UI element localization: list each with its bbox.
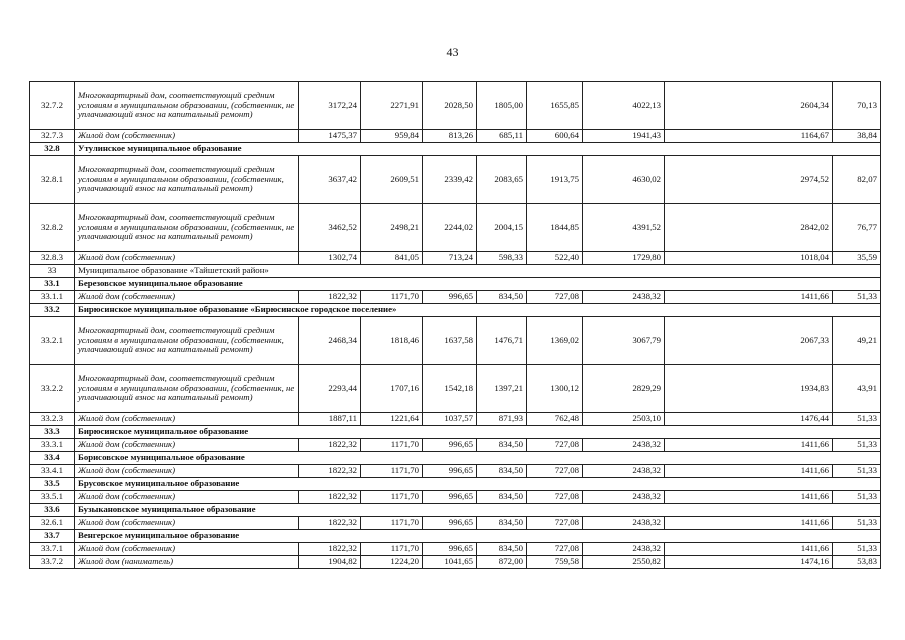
value-cell: 2468,34 [299,317,361,365]
section-title: Бирюсинское муниципальное образование [75,426,881,439]
value-cell: 1822,32 [299,291,361,304]
row-description: Жилой дом (собственник) [75,291,299,304]
section-header-row [30,278,881,291]
value-cell: 834,50 [477,439,527,452]
value-cell: 2339,42 [423,156,477,204]
value-cell: 1822,32 [299,491,361,504]
value-cell: 1913,75 [527,156,583,204]
row-description: Многоквартирный дом, соответствующий средним условиям в муниципальном образовании, (собственник, уплачивающий взнос на капитальный ремонт) [75,317,299,365]
value-cell: 727,08 [527,543,583,556]
value-cell: 2438,32 [583,291,665,304]
table-row [30,556,881,569]
value-cell: 2438,32 [583,439,665,452]
section-title: Брусовское муниципальное образование [75,478,881,491]
value-cell: 2244,02 [423,204,477,252]
value-cell: 38,84 [833,130,881,143]
row-code: 33.3.1 [30,439,75,452]
value-cell: 1411,66 [665,465,833,478]
value-cell: 2271,91 [361,82,423,130]
value-cell: 996,65 [423,491,477,504]
row-code: 32.8.3 [30,252,75,265]
section-code: 33.1 [30,278,75,291]
value-cell: 35,59 [833,252,881,265]
value-cell: 4022,13 [583,82,665,130]
value-cell: 1171,70 [361,517,423,530]
value-cell: 51,33 [833,491,881,504]
section-code: 33.2 [30,304,75,317]
value-cell: 2498,21 [361,204,423,252]
section-code: 33 [30,265,75,278]
value-cell: 834,50 [477,517,527,530]
value-cell: 3462,52 [299,204,361,252]
table-row [30,130,881,143]
row-description: Жилой дом (собственник) [75,491,299,504]
value-cell: 1164,67 [665,130,833,143]
value-cell: 4630,02 [583,156,665,204]
value-cell: 1397,21 [477,365,527,413]
value-cell: 1300,12 [527,365,583,413]
section-title: Бузыкановское муниципальное образование [75,504,881,517]
row-code: 33.2.2 [30,365,75,413]
row-description: Многоквартирный дом, соответствующий средним условиям в муниципальном образовании, (собственник, уплачивающий взнос на капитальный ремонт) [75,156,299,204]
table-row [30,413,881,426]
row-code: 32.6.1 [30,517,75,530]
value-cell: 813,26 [423,130,477,143]
row-description: Жилой дом (собственник) [75,543,299,556]
value-cell: 2829,29 [583,365,665,413]
section-title: Березовское муниципальное образование [75,278,881,291]
value-cell: 727,08 [527,291,583,304]
value-cell: 1729,80 [583,252,665,265]
value-cell: 2438,32 [583,517,665,530]
section-code: 33.3 [30,426,75,439]
section-header-row [30,426,881,439]
value-cell: 598,33 [477,252,527,265]
value-cell: 1475,37 [299,130,361,143]
table-row [30,365,881,413]
table-row [30,439,881,452]
section-title: Муниципальное образование «Тайшетский район» [75,265,881,278]
value-cell: 871,93 [477,413,527,426]
row-description: Жилой дом (собственник) [75,252,299,265]
value-cell: 76,77 [833,204,881,252]
table-body [30,82,881,569]
value-cell: 996,65 [423,439,477,452]
value-cell: 1542,18 [423,365,477,413]
value-cell: 1941,43 [583,130,665,143]
value-cell: 996,65 [423,517,477,530]
value-cell: 1887,11 [299,413,361,426]
value-cell: 82,07 [833,156,881,204]
value-cell: 51,33 [833,439,881,452]
row-code: 33.4.1 [30,465,75,478]
table-row [30,82,881,130]
section-code: 33.6 [30,504,75,517]
value-cell: 841,05 [361,252,423,265]
value-cell: 2067,33 [665,317,833,365]
table-row [30,543,881,556]
row-code: 33.7.1 [30,543,75,556]
value-cell: 1037,57 [423,413,477,426]
section-header-row [30,143,881,156]
value-cell: 2028,50 [423,82,477,130]
value-cell: 53,83 [833,556,881,569]
value-cell: 2004,15 [477,204,527,252]
value-cell: 1171,70 [361,491,423,504]
table-row [30,517,881,530]
value-cell: 4391,52 [583,204,665,252]
row-description: Жилой дом (собственник) [75,517,299,530]
page-number: 43 [446,45,459,59]
value-cell: 1637,58 [423,317,477,365]
value-cell: 1822,32 [299,439,361,452]
section-header-row [30,304,881,317]
value-cell: 1476,44 [665,413,833,426]
value-cell: 1369,02 [527,317,583,365]
value-cell: 2974,52 [665,156,833,204]
value-cell: 51,33 [833,291,881,304]
table-row [30,156,881,204]
section-header-row [30,452,881,465]
table-row [30,252,881,265]
row-description: Многоквартирный дом, соответствующий средним условиям в муниципальном образовании, (собственник, не уплачивающий взнос на капитальный ремонт) [75,82,299,130]
value-cell: 3637,42 [299,156,361,204]
value-cell: 51,33 [833,517,881,530]
value-cell: 1822,32 [299,543,361,556]
value-cell: 834,50 [477,465,527,478]
value-cell: 834,50 [477,491,527,504]
row-description: Многоквартирный дом, соответствующий средним условиям в муниципальном образовании, (собственник, не уплачивающий взнос на капитальный ремонт) [75,365,299,413]
value-cell: 1171,70 [361,543,423,556]
value-cell: 2503,10 [583,413,665,426]
value-cell: 1224,20 [361,556,423,569]
table-row [30,465,881,478]
section-title: Борисовское муниципальное образование [75,452,881,465]
value-cell: 834,50 [477,543,527,556]
section-header-row [30,530,881,543]
value-cell: 727,08 [527,439,583,452]
row-description: Жилой дом (собственник) [75,439,299,452]
value-cell: 2438,32 [583,543,665,556]
value-cell: 1171,70 [361,439,423,452]
table-row [30,317,881,365]
value-cell: 959,84 [361,130,423,143]
value-cell: 3067,79 [583,317,665,365]
value-cell: 1221,64 [361,413,423,426]
value-cell: 51,33 [833,413,881,426]
row-code: 32.7.3 [30,130,75,143]
value-cell: 2438,32 [583,491,665,504]
value-cell: 1655,85 [527,82,583,130]
section-title: Утулинское муниципальное образование [75,143,881,156]
row-code: 33.7.2 [30,556,75,569]
section-header-row [30,478,881,491]
row-code: 32.8.1 [30,156,75,204]
row-code: 33.1.1 [30,291,75,304]
section-title: Бирюсинское муниципальное образование «Бирюсинское городское поселение» [75,304,881,317]
table-row [30,291,881,304]
value-cell: 1805,00 [477,82,527,130]
section-code: 33.4 [30,452,75,465]
value-cell: 49,21 [833,317,881,365]
row-description: Многоквартирный дом, соответствующий средним условиям в муниципальном образовании, (собственник, не уплачивающий взнос на капитальный ремонт) [75,204,299,252]
region-header-row [30,265,881,278]
section-title: Венгерское муниципальное образование [75,530,881,543]
value-cell: 2550,82 [583,556,665,569]
row-description: Жилой дом (наниматель) [75,556,299,569]
row-description: Жилой дом (собственник) [75,413,299,426]
row-description: Жилой дом (собственник) [75,465,299,478]
value-cell: 1474,16 [665,556,833,569]
value-cell: 1822,32 [299,517,361,530]
value-cell: 1934,83 [665,365,833,413]
row-description: Жилой дом (собственник) [75,130,299,143]
value-cell: 1844,85 [527,204,583,252]
value-cell: 1476,71 [477,317,527,365]
value-cell: 2609,51 [361,156,423,204]
value-cell: 70,13 [833,82,881,130]
value-cell: 727,08 [527,465,583,478]
row-code: 33.2.1 [30,317,75,365]
value-cell: 1411,66 [665,517,833,530]
value-cell: 2438,32 [583,465,665,478]
value-cell: 51,33 [833,543,881,556]
value-cell: 600,64 [527,130,583,143]
row-code: 32.8.2 [30,204,75,252]
row-code: 32.7.2 [30,82,75,130]
value-cell: 1904,82 [299,556,361,569]
row-code: 33.2.3 [30,413,75,426]
value-cell: 1707,16 [361,365,423,413]
value-cell: 759,58 [527,556,583,569]
table-row [30,491,881,504]
value-cell: 3172,24 [299,82,361,130]
value-cell: 1818,46 [361,317,423,365]
value-cell: 1171,70 [361,291,423,304]
value-cell: 834,50 [477,291,527,304]
value-cell: 2604,34 [665,82,833,130]
value-cell: 51,33 [833,465,881,478]
section-code: 33.5 [30,478,75,491]
value-cell: 2293,44 [299,365,361,413]
value-cell: 1018,04 [665,252,833,265]
value-cell: 685,11 [477,130,527,143]
value-cell: 762,48 [527,413,583,426]
value-cell: 2083,65 [477,156,527,204]
value-cell: 1411,66 [665,439,833,452]
value-cell: 996,65 [423,543,477,556]
value-cell: 996,65 [423,291,477,304]
value-cell: 727,08 [527,491,583,504]
table-row [30,204,881,252]
value-cell: 43,91 [833,365,881,413]
section-code: 32.8 [30,143,75,156]
value-cell: 2842,02 [665,204,833,252]
value-cell: 727,08 [527,517,583,530]
value-cell: 713,24 [423,252,477,265]
section-header-row [30,504,881,517]
section-code: 33.7 [30,530,75,543]
value-cell: 1302,74 [299,252,361,265]
value-cell: 1411,66 [665,491,833,504]
value-cell: 1041,65 [423,556,477,569]
value-cell: 522,40 [527,252,583,265]
value-cell: 1411,66 [665,543,833,556]
value-cell: 872,00 [477,556,527,569]
value-cell: 996,65 [423,465,477,478]
value-cell: 1171,70 [361,465,423,478]
row-code: 33.5.1 [30,491,75,504]
tariff-table [29,81,881,569]
value-cell: 1411,66 [665,291,833,304]
value-cell: 1822,32 [299,465,361,478]
